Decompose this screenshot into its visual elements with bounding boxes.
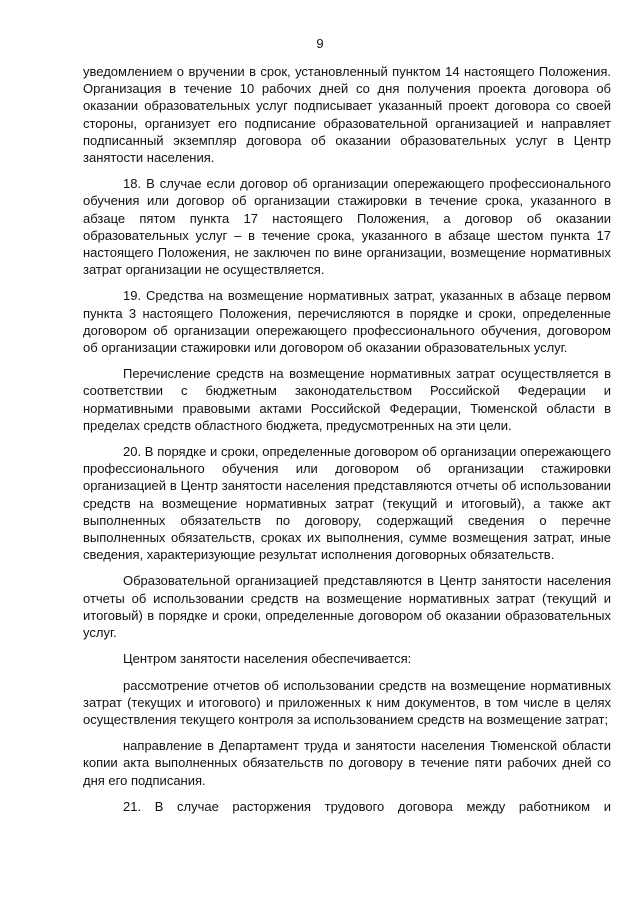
document-body: [83, 63, 611, 815]
paragraph-item-21: 21. В случае расторжения трудового договора между работником и: [123, 798, 611, 814]
paragraph-transfer: Перечисление средств на возмещение нормативных затрат осуществляется в соответствии с бюджетным законодательством Российской Федерации и нормативными правовыми актами Российской Федерации, Тюменской области в пределах средств областного бюджета, предусмотренных на эти цели.: [83, 366, 611, 433]
paragraph-item-19: 19. Средства на возмещение нормативных затрат, указанных в абзаце первом пункта 3 настоящего Положения, перечисляются в порядке и сроки, определенные договором об организации опережающего профессионального обучения, договором об организации стажировки или договором об оказании образовательных услуг.: [83, 288, 611, 356]
paragraph-center-provides: Центром занятости населения обеспечивается:: [123, 651, 412, 667]
paragraph-send-copy: направление в Департамент труда и занятости населения Тюменской области копии акта выполненных обязательств по договору в течение пяти рабочих дней со дня его подписания.: [83, 738, 611, 788]
paragraph-review-reports: рассмотрение отчетов об использовании средств на возмещение нормативных затрат (текущих и итогового) и приложенных к ним документов, в том числе в целях осуществления текущего контроля за использованием средств на возмещение затрат;: [83, 677, 611, 727]
paragraph-item-20: 20. В порядке и сроки, определенные договором об организации опережающего профессионального обучения или договором об организации стажировки организацией в Центр занятости населения представляются отчеты об использовании средств на возмещение нормативных затрат (текущий и итоговый), а также акт выполненных обязательств по договору, содержащий сведения о перечне выполненных обязательств, сроках их выполнения, сумме возмещения затрат, иные сведения, характеризующие результат исполнения договорных обязательств.: [83, 444, 611, 563]
page-number: 9: [316, 36, 324, 51]
paragraph-item-18: 18. В случае если договор об организации опережающего профессионального обучения или договор об организации стажировки в течение срока, указанного в абзаце пятом пункта 17 настоящего Положения, а договор об оказании образовательных услуг – в течение срока, указанного в абзаце шестом пункта 17 настоящего Положения, не заключен по вине организации, возмещение нормативных затрат организации не осуществляется.: [83, 176, 611, 278]
paragraph-education-org-reports: Образовательной организацией представляются в Центр занятости населения отчеты об использовании средств на возмещение нормативных затрат (текущий и итоговый) в порядке и сроки, определенные договором об оказании образовательных услуг.: [83, 573, 611, 641]
paragraph-continuation: уведомлением о вручении в срок, установленный пунктом 14 настоящего Положения. Организация в течение 10 рабочих дней со дня получения проекта договора об оказании образовательных услуг подписывает указанный проект договора со своей стороны, организует его подписание образовательной организацией и направляет подписанный экземпляр договора об оказании образовательных услуг в Центр занятости населения.: [83, 64, 611, 166]
